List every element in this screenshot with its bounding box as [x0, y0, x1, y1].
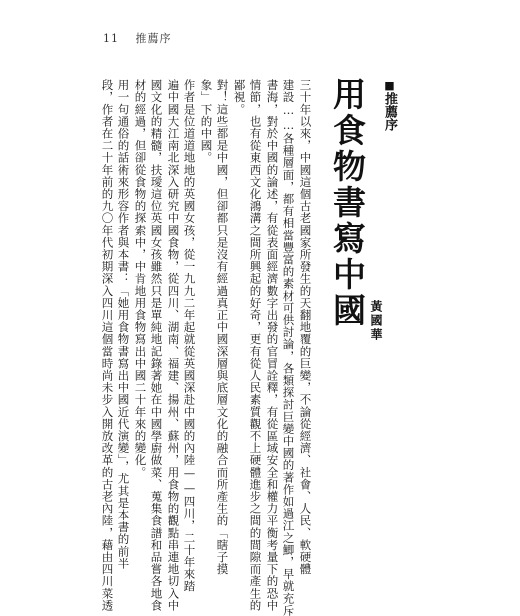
body-column: 國文化的精髓，扶璦這位英國女孩雖然只是單純地記錄著她在中國學廚做菜、蒐集食譜和品嘗各地食 — [149, 79, 164, 612]
body-column: 對！這些都是中國，但卻都只是沒有經過真正中國深層與底層文化的融合而所產生的「瞎子摸 — [215, 79, 230, 576]
body-column: 象」下的中國。 — [199, 79, 214, 164]
body-column: 書海，對於中國的論述，有從表面經濟數字出發的官冒詮釋，有從區域安全和權力平衡考量下的恐中 — [265, 79, 280, 612]
chapter-title: 用食物書寫中國 — [328, 77, 367, 329]
body-column: 段，作者在二十年前的九〇年代初期深入四川這個當時尚未步入開放改革的古老內陸，藉由四川菜透 — [100, 79, 115, 612]
section-label-text: 推薦序 — [382, 92, 397, 131]
body-column: 鄙視。 — [232, 79, 247, 116]
body-column: 情節，也有從東西文化鴻溝之間所興起的好奇，更有從人民素質觀不上硬體進步之間的間隙而產生的 — [248, 79, 263, 612]
body-column: 用一句通俗的話術來形容作者與本書：「她用食物書寫出中國近代演變」，尤其是本書的前半 — [116, 79, 131, 570]
page-number: 11 — [103, 32, 119, 45]
body-column: 材的經過，但卻從食物的探索中，中肯地用食物寫出中國二十年來的變化。 — [133, 79, 148, 479]
author-name: 黃國華 — [369, 300, 383, 342]
body-column: 遍中國大江南北深入研究中國食物，從四川、湖南、福建、揚州、蘇州，用食物的觀點串連地切入中 — [166, 79, 181, 612]
running-title: 推薦序 — [135, 32, 172, 45]
body-column: 作者是位道道地地的英國女孩，從一九九二年起就從英國深赴中國的內陸——四川，二十年來踏 — [182, 79, 197, 593]
square-bullet-icon: ■ — [383, 79, 396, 92]
body-text — [100, 79, 315, 616]
body-column: 三十年以來，中國這個古老國家所發生的天翻地覆的巨變，不論從經濟、社會、人民、軟硬體 — [298, 79, 313, 576]
running-header — [103, 30, 172, 46]
section-label — [383, 79, 396, 131]
body-column: 建設……各種層面，都有相當豐富的素材可供討論，各類探討巨變中國的著作如過江之鯽，早就充斥 — [281, 79, 296, 616]
